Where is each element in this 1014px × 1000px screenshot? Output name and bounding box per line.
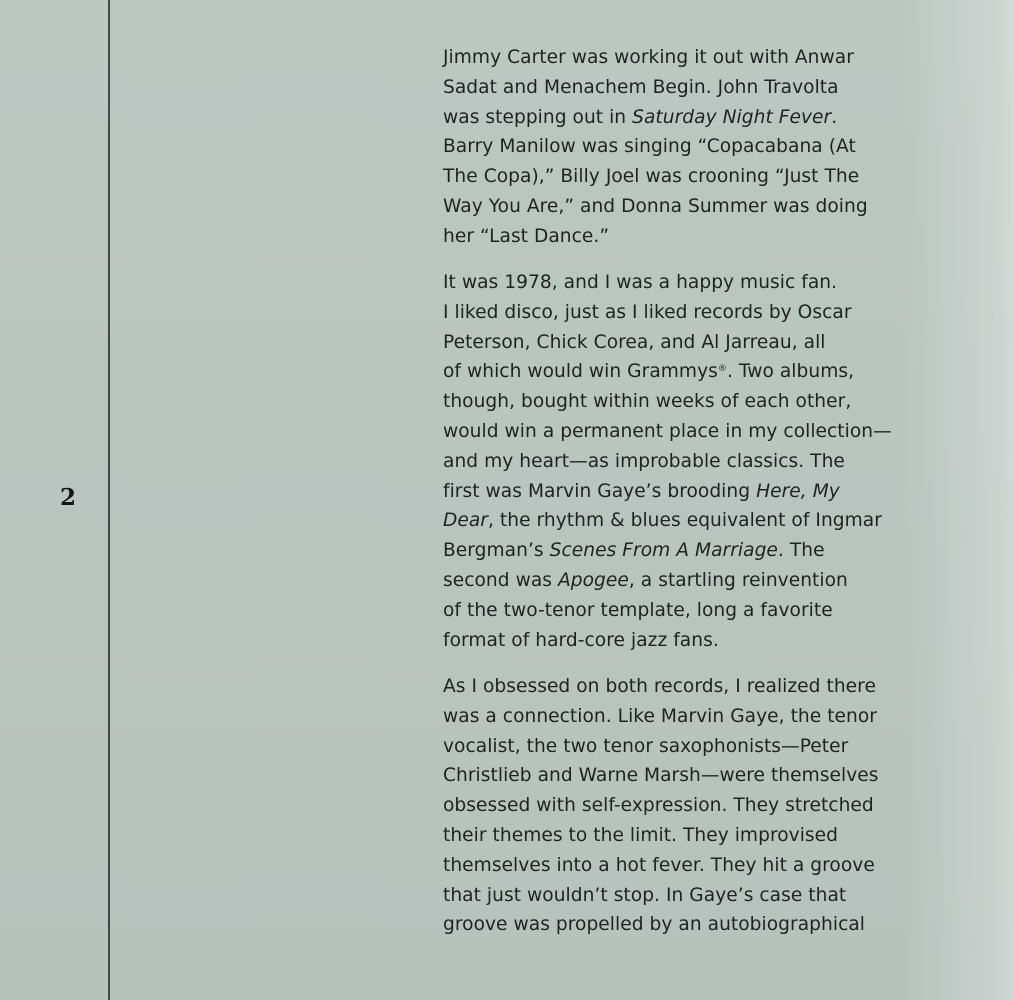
text-run: of the two-tenor template, long a favorite (443, 599, 833, 621)
text-line (443, 851, 923, 881)
text-run: It was 1978, and I was a happy music fan. (443, 272, 838, 294)
paragraph (443, 672, 923, 940)
text-run: second was (443, 570, 558, 592)
text-run: . The (777, 540, 825, 562)
text-run: of which would win Grammys (443, 361, 718, 383)
text-line (443, 821, 923, 851)
text-run: was a connection. Like Marvin Gaye, the tenor (443, 705, 877, 727)
text-run: . (831, 106, 838, 128)
text-line (443, 672, 923, 702)
italic-title: Dear (443, 510, 488, 532)
text-line (443, 881, 923, 911)
text-line (443, 910, 923, 940)
text-run: themselves into a hot fever. They hit a groove (443, 854, 875, 876)
italic-title: Here, My (756, 480, 840, 502)
text-line (443, 192, 923, 222)
text-line (443, 536, 923, 566)
text-run: her “Last Dance.” (443, 225, 610, 247)
paragraph (443, 268, 923, 655)
text-line (443, 417, 923, 447)
italic-title: Scenes From A Marriage (549, 540, 778, 562)
text-line (443, 357, 923, 387)
text-line (443, 222, 923, 252)
text-run: Bergman’s (443, 540, 550, 562)
text-line (443, 702, 923, 732)
text-line (443, 298, 923, 328)
text-line (443, 43, 923, 73)
text-run: , a startling reinvention (628, 570, 848, 592)
text-run: Barry Manilow was singing “Copacabana (At (443, 136, 856, 158)
text-line (443, 596, 923, 626)
text-run: . Two albums, (726, 361, 855, 383)
vertical-rule (108, 0, 110, 1000)
liner-notes-text (443, 43, 923, 957)
text-line (443, 132, 923, 162)
text-run: though, bought within weeks of each other, (443, 391, 852, 413)
text-line (443, 73, 923, 103)
text-run: obsessed with self-expression. They stretched (443, 795, 874, 817)
text-run: groove was propelled by an autobiographical (443, 914, 866, 936)
text-run: Christlieb and Warne Marsh—were themselves (443, 765, 879, 787)
text-line (443, 732, 923, 762)
text-line (443, 626, 923, 656)
text-line (443, 162, 923, 192)
text-run: Sadat and Menachem Begin. John Travolta (443, 76, 839, 98)
italic-title: Saturday Night Fever (632, 106, 832, 128)
text-run: Jimmy Carter was working it out with Anwar (443, 47, 854, 68)
text-line (443, 506, 923, 536)
italic-title: Apogee (557, 570, 629, 592)
text-run: Peterson, Chick Corea, and Al Jarreau, all (443, 331, 826, 353)
text-run: would win a permanent place in my collection— (443, 421, 892, 443)
text-run: I liked disco, just as I liked records by Oscar (443, 301, 852, 323)
text-line (443, 761, 923, 791)
text-run: and my heart—as improbable classics. The (443, 450, 845, 472)
page-number: 2 (60, 484, 77, 511)
registered-mark: ® (717, 364, 727, 375)
text-line (443, 447, 923, 477)
text-line (443, 566, 923, 596)
text-run: first was Marvin Gaye’s brooding (443, 480, 757, 502)
text-line (443, 387, 923, 417)
text-run: was stepping out in (443, 106, 633, 128)
text-line (443, 103, 923, 133)
text-run: that just wouldn’t stop. In Gaye’s case that (443, 884, 847, 906)
text-line (443, 791, 923, 821)
text-line (443, 268, 923, 298)
text-run: vocalist, the two tenor saxophonists—Peter (443, 735, 849, 757)
text-run: format of hard-core jazz fans. (443, 629, 719, 651)
paragraph (443, 43, 923, 252)
text-run: , the rhythm & blues equivalent of Ingmar (488, 510, 882, 532)
text-run: As I obsessed on both records, I realized there (443, 675, 876, 697)
text-run: The Copa),” Billy Joel was crooning “Just The (443, 166, 860, 188)
text-run: Way You Are,” and Donna Summer was doing (443, 195, 868, 217)
text-line (443, 477, 923, 507)
text-line (443, 328, 923, 358)
text-run: their themes to the limit. They improvised (443, 824, 839, 846)
